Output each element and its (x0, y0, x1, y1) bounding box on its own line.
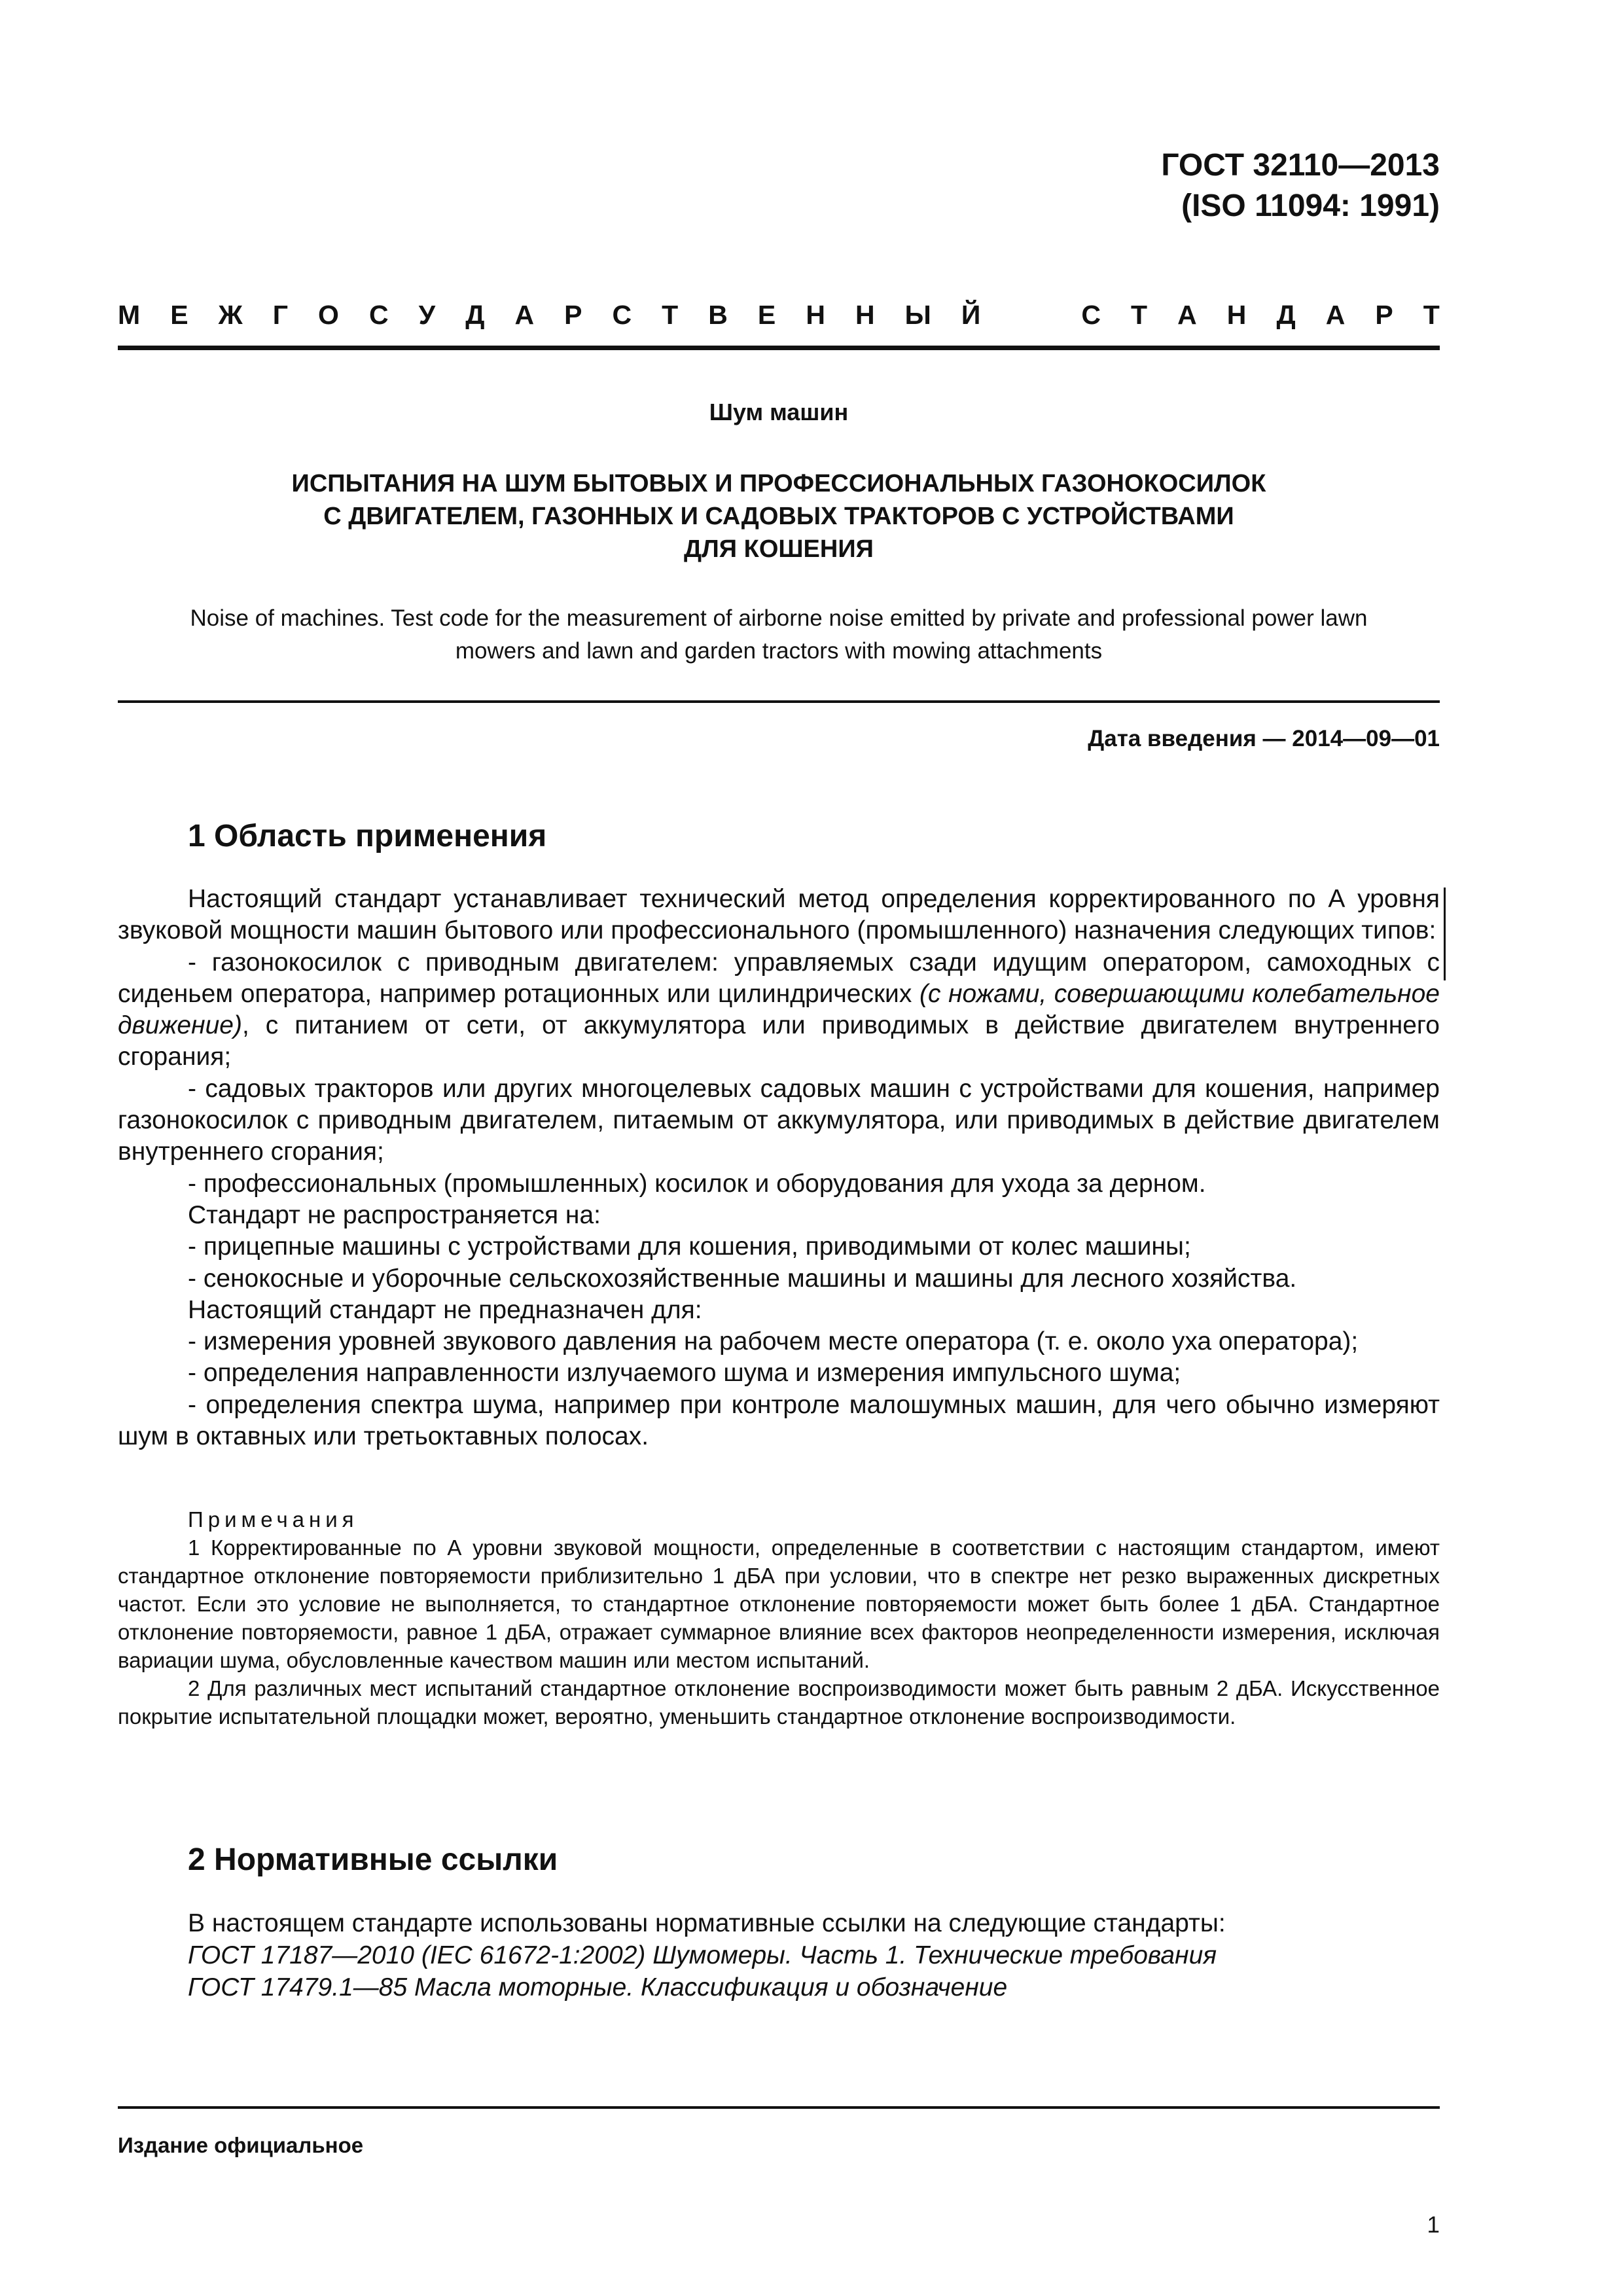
not-intended-list-item: - определения спектра шума, например при контроле малошумных машин, для чего обычно измеряют шум в октавных или третьоктавных полосах. (118, 1390, 1440, 1451)
exclusion-intro: Стандарт не распространяется на: (188, 1200, 601, 1229)
note-1: 1 Корректированные по А уровни звуковой мощности, определенные в соответствии с настоящим стандартом, имеют стандартное отклонение повторяемости приблизительно 1 дБА при условии, что в спектре нет резко выраженных дискретных частот. Если это условие не выполняется, то стандартное отклонение повторяемости может быть более 1 дБА. Стандартное отклонение повторяемости, равное 1 дБА, отражает суммарное влияние всех факторов неопределенности измерения, исключая вариации шума, обусловленные качеством машин или местом испытаний. (118, 1535, 1440, 1672)
banner-letter: С (1081, 300, 1101, 330)
banner-letter: Е (170, 300, 188, 330)
banner-letter: Н (855, 300, 875, 330)
gost-number: ГОСТ 32110—2013 (1161, 148, 1440, 183)
banner-letter: Й (961, 300, 981, 330)
english-title-line: Noise of machines. Test code for the measurement of airborne noise emitted by private and professional power lawn (190, 605, 1368, 631)
header-rule (118, 346, 1440, 350)
page-number: 1 (1427, 2212, 1440, 2238)
not-intended-intro: Настоящий стандарт не предназначен для: (188, 1295, 702, 1324)
scope-paragraph: Настоящий стандарт устанавливает технический метод определения корректированного по А уровня звуковой мощности машин бытового или профессионального (промышленного) назначения следующих типов: (118, 885, 1440, 945)
exclusion-list-item: - прицепные машины с устройствами для кошения, приводимыми от колес машины; (188, 1232, 1191, 1261)
english-title-line: mowers and lawn and garden tractors with mowing attachments (455, 638, 1103, 664)
not-intended-list-item: - измерения уровней звукового давления на рабочем месте оператора (т. е. около уха оператора); (188, 1327, 1359, 1356)
section-1-body (118, 884, 1440, 1452)
reference-item: ГОСТ 17187—2010 (IEC 61672-1:2002) Шумомеры. Часть 1. Технические требования (188, 1941, 1217, 1969)
document-page (118, 0, 1440, 2296)
change-bar (1444, 888, 1446, 980)
banner-letter: О (318, 300, 339, 330)
banner-letter: А (1325, 300, 1346, 330)
section-1-heading: 1 Область применения (188, 819, 547, 853)
banner-letter: Н (1226, 300, 1247, 330)
exclusion-list-item: - сенокосные и уборочные сельскохозяйственные машины и машины для лесного хозяйства. (188, 1264, 1297, 1293)
official-edition-label: Издание официальное (118, 2133, 364, 2157)
interstate-standard-banner (118, 298, 1440, 331)
banner-letter: Р (564, 300, 582, 330)
iso-reference: (ISO 11094: 1991) (1181, 188, 1440, 223)
banner-letter: А (1177, 300, 1197, 330)
item-text-italic: (с ножами, совершающими колебательное движение) (118, 979, 1440, 1040)
banner-letter: В (708, 300, 728, 330)
note-2: 2 Для различных мест испытаний стандартное отклонение воспроизводимости может быть равным 2 дБА. Искусственное покрытие испытательной площадки может, вероятно, уменьшить стандартное отклонение воспроизводимости. (118, 1676, 1440, 1729)
banner-letter: Г (272, 300, 288, 330)
banner-letter: Т (662, 300, 679, 330)
banner-letter: Ж (218, 300, 243, 330)
main-title-line: С ДВИГАТЕЛЕМ, ГАЗОННЫХ И САДОВЫХ ТРАКТОРОВ С УСТРОЙСТВАМИ (323, 503, 1234, 530)
notes-block (118, 1505, 1440, 1731)
banner-letter: Т (1131, 300, 1148, 330)
banner-letter: У (418, 300, 436, 330)
banner-letter: Д (465, 300, 485, 330)
banner-letter: Т (1423, 300, 1440, 330)
banner-letter: Р (1375, 300, 1393, 330)
scope-list-item: - садовых тракторов или других многоцелевых садовых машин с устройствами для кошения, например газонокосилок с приводным двигателем, питаемым от аккумулятора, или приводимых в действие двигателем внутреннего сгорания; (118, 1074, 1440, 1166)
reference-item: ГОСТ 17479.1—85 Масла моторные. Классификация и обозначение (188, 1973, 1008, 2001)
banner-letter: С (612, 300, 632, 330)
not-intended-list-item: - определения направленности излучаемого шума и измерения импульсного шума; (188, 1359, 1181, 1388)
item-text: , с питанием от сети, от аккумулятора или приводимых в действие двигателем внутреннего сгорания; (118, 1011, 1440, 1071)
title-block (118, 397, 1440, 668)
banner-letter: Н (806, 300, 825, 330)
title-group: Шум машин (709, 399, 849, 425)
footer-rule (118, 2106, 1440, 2109)
scope-list-item: - профессиональных (промышленных) косилок и оборудования для ухода за дерном. (188, 1169, 1206, 1198)
main-title (118, 467, 1440, 565)
section-2-heading: 2 Нормативные ссылки (188, 1842, 558, 1877)
introduction-date: Дата введения — 2014—09—01 (1088, 726, 1440, 751)
notes-label: Примечания (188, 1507, 359, 1532)
normative-references (188, 1907, 1440, 2003)
banner-letter: М (118, 300, 141, 330)
scope-list-item (118, 947, 1440, 1073)
banner-letter: Д (1276, 300, 1296, 330)
english-title (118, 602, 1440, 668)
main-title-line: ДЛЯ КОШЕНИЯ (684, 535, 874, 563)
banner-letter: Е (757, 300, 776, 330)
banner-letter: Ы (904, 300, 931, 330)
references-intro: В настоящем стандарте использованы нормативные ссылки на следующие стандарты: (188, 1909, 1226, 1937)
banner-letter: С (368, 300, 389, 330)
main-title-line: ИСПЫТАНИЯ НА ШУМ БЫТОВЫХ И ПРОФЕССИОНАЛЬНЫХ ГАЗОНОКОСИЛОК (291, 470, 1266, 497)
standard-designation (1161, 145, 1440, 226)
title-rule (118, 700, 1440, 703)
banner-letter: А (514, 300, 535, 330)
banner-word-gap (1010, 298, 1051, 331)
item-text: - газонокосилок с приводным двигателем: управляемых сзади идущим оператором, самоходных с сиденьем оператора, например ротационных или цилиндрических (118, 948, 1440, 1008)
